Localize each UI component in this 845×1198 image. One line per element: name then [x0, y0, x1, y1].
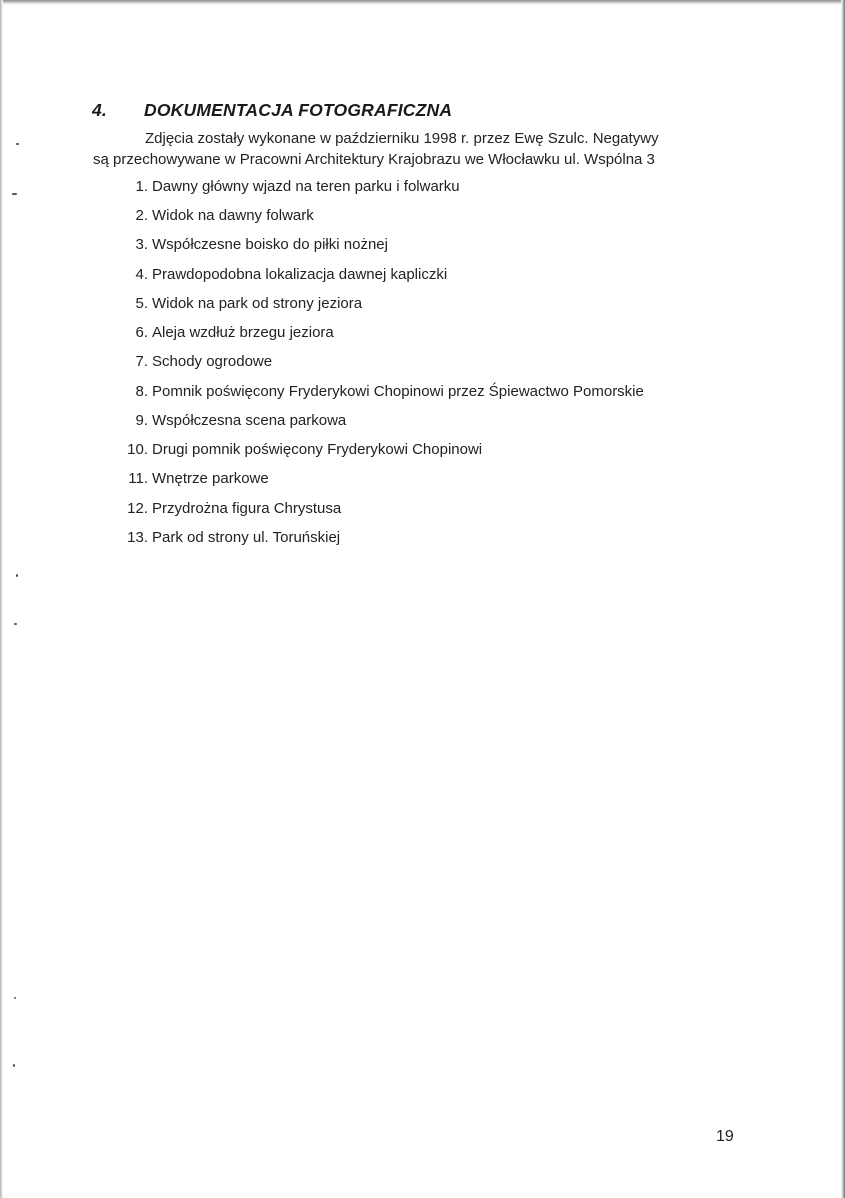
photo-item-caption: Widok na dawny folwark [152, 207, 314, 224]
photo-item-caption: Park od strony ul. Toruńskiej [152, 529, 341, 546]
photo-item-number: 9. [135, 412, 148, 429]
intro-line-1: Zdjęcia zostały wykonane w październiku 1998 r. przez Ewę Szulc. Negatywy [145, 130, 659, 147]
intro-paragraph [93, 128, 753, 170]
photo-item-number: 1. [135, 178, 148, 195]
photo-item-caption: Przydrożna figura Chrystusa [152, 500, 342, 517]
photo-item-caption: Prawdopodobna lokalizacja dawnej kapliczki [152, 266, 448, 283]
photo-item-caption: Schody ogrodowe [152, 353, 273, 370]
photo-item-number: 7. [135, 353, 148, 370]
scan-speck [13, 1064, 15, 1067]
scan-edge-top [0, 0, 845, 5]
photo-item-number: 11. [128, 470, 148, 487]
section-heading [92, 100, 452, 121]
photo-item-caption: Pomnik poświęcony Fryderykowi Chopinowi przez Śpiewactwo Pomorskie [152, 383, 644, 400]
scan-edge-right [841, 0, 845, 1198]
photo-item-number: 12. [127, 500, 148, 517]
photo-item-number: 4. [135, 266, 148, 283]
scan-speck [14, 997, 16, 999]
photo-item-caption: Aleja wzdłuż brzegu jeziora [152, 324, 334, 341]
photo-item-number: 10. [127, 441, 148, 458]
section-title: DOKUMENTACJA FOTOGRAFICZNA [144, 100, 453, 120]
section-number: 4. [92, 100, 107, 120]
photo-item-number: 5. [135, 295, 148, 312]
photo-item-number: 3. [135, 236, 148, 253]
intro-line-2: są przechowywane w Pracowni Architektury Krajobrazu we Włocławku ul. Wspólna 3 [93, 151, 655, 168]
photo-item-caption: Współczesne boisko do piłki nożnej [152, 236, 388, 253]
photo-item-number: 13. [127, 529, 148, 546]
photo-item-caption: Drugi pomnik poświęcony Fryderykowi Chopinowi [152, 441, 483, 458]
scan-speck [14, 623, 17, 625]
photo-item-caption: Widok na park od strony jeziora [152, 295, 363, 312]
photo-item-number: 8. [135, 383, 148, 400]
photo-item-number: 6. [135, 324, 148, 341]
photo-item-caption: Dawny główny wjazd na teren parku i folwarku [152, 178, 460, 195]
page-number: 19 [716, 1128, 734, 1145]
scan-speck [16, 574, 18, 577]
photo-item-number: 2. [135, 207, 148, 224]
scan-edge-left [0, 0, 3, 1198]
scan-speck [16, 143, 19, 145]
photo-item-caption: Wnętrze parkowe [152, 470, 269, 487]
scan-speck [12, 193, 17, 195]
photo-item-caption: Współczesna scena parkowa [152, 412, 347, 429]
